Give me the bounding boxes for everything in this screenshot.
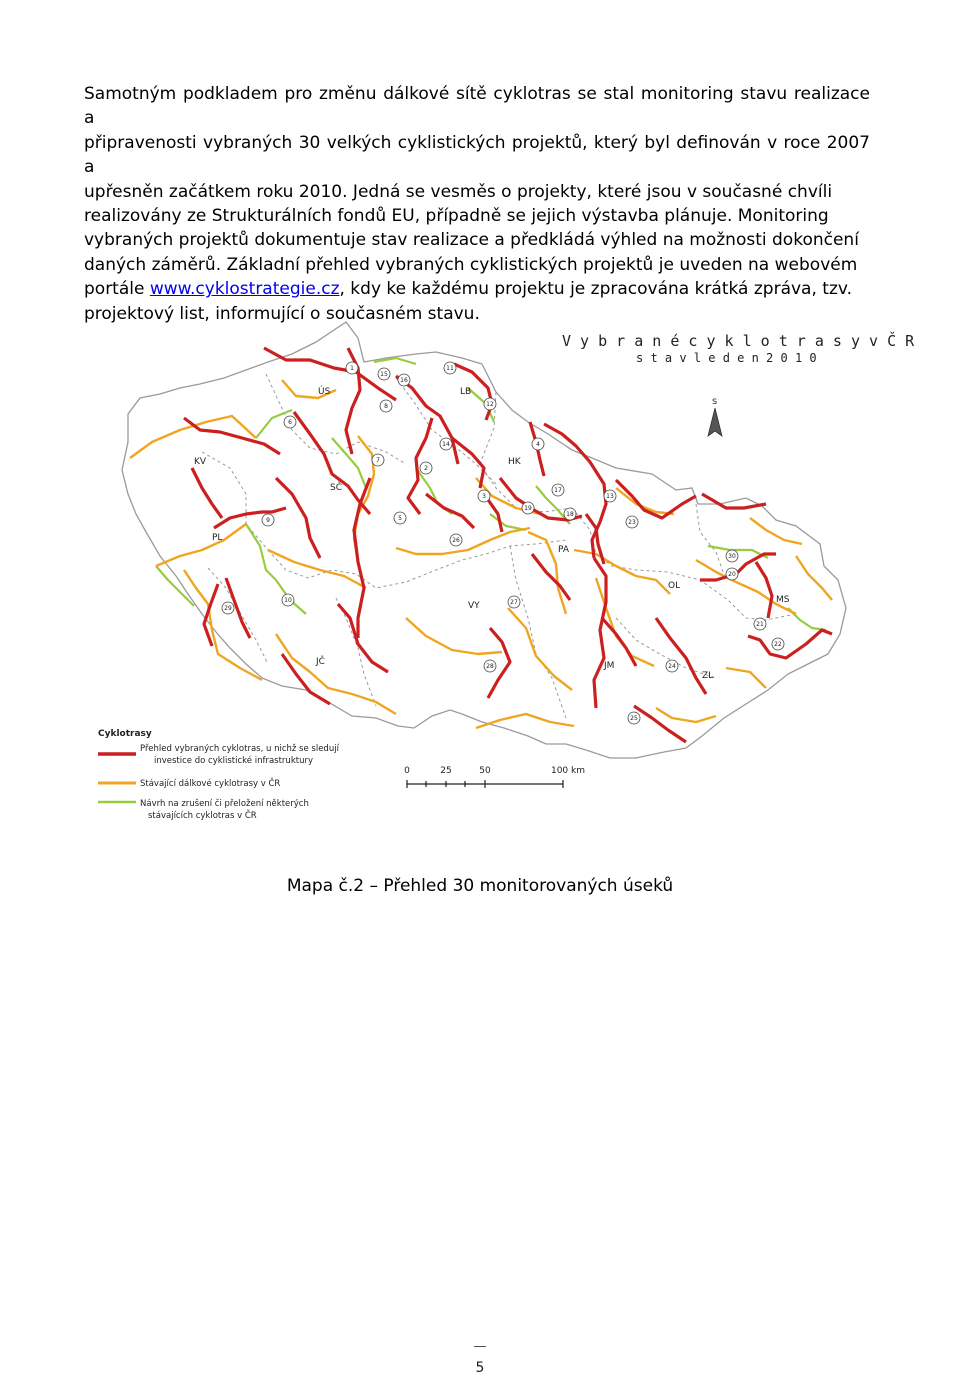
route-marker-label: 28 — [486, 663, 494, 670]
route-marker-label: 7 — [376, 457, 380, 464]
route-marker-8 — [380, 400, 392, 412]
route-marker-19 — [522, 502, 534, 514]
route-marker-label: 15 — [380, 371, 388, 378]
legend-label: Přehled vybraných cyklotras, u nichž se sledují — [140, 744, 339, 754]
region-label: KV — [194, 457, 207, 467]
route-marker-label: 29 — [224, 605, 232, 612]
route-marker-1 — [346, 362, 358, 374]
map-legend — [98, 729, 340, 821]
route-marker-label: 27 — [510, 599, 518, 606]
region-label: JM — [604, 661, 615, 671]
route-marker-label: 10 — [284, 597, 292, 604]
cyklostrategie-link[interactable]: www.cyklostrategie.cz — [149, 279, 340, 300]
route-marker-label: 20 — [728, 571, 736, 578]
scale-tick-label: 25 — [440, 766, 452, 776]
route-marker-6 — [284, 416, 296, 428]
route-marker-label: 3 — [482, 493, 486, 500]
region-labels — [194, 385, 790, 681]
route-marker-label: 21 — [756, 621, 764, 628]
region-label: LB — [460, 387, 472, 397]
north-arrow-icon — [708, 396, 722, 436]
cycle-routes-map — [96, 318, 915, 836]
legend-label: investice do cyklistické infrastruktury — [154, 756, 313, 766]
route-marker-10 — [282, 594, 294, 606]
route-marker-label: 19 — [524, 505, 532, 512]
route-marker-26 — [450, 534, 462, 546]
route-marker-12 — [484, 398, 496, 410]
route-marker-11 — [444, 362, 456, 374]
route-marker-label: 16 — [400, 377, 408, 384]
route-marker-label: 12 — [486, 401, 494, 408]
route-marker-9 — [262, 514, 274, 526]
region-label: ZL — [702, 671, 714, 681]
route-marker-label: 6 — [288, 419, 292, 426]
route-marker-5 — [394, 512, 406, 524]
route-marker-28 — [484, 660, 496, 672]
paragraph-line — [84, 277, 870, 301]
region-label: HK — [508, 457, 521, 467]
route-marker-7 — [372, 454, 384, 466]
route-marker-label: 22 — [774, 641, 782, 648]
paragraph-text: , kdy ke každému projektu je zpracována krátká zpráva, tzv. — [339, 279, 853, 300]
route-marker-label: 11 — [446, 365, 454, 372]
route-marker-21 — [754, 618, 766, 630]
scale-bar — [404, 766, 585, 788]
route-marker-3 — [478, 490, 490, 502]
map-subtitle: s t a v l e d e n 2 0 1 0 — [636, 351, 817, 365]
scale-tick-label: 100 km — [550, 766, 586, 776]
paragraph-line: realizovány ze Strukturálních fondů EU, případně se jejich výstavba plánuje. Monitoring — [84, 206, 829, 227]
route-marker-label: 24 — [668, 663, 676, 670]
route-marker-label: 25 — [630, 715, 638, 722]
route-marker-label: 4 — [536, 441, 540, 448]
route-marker-label: 1 — [350, 365, 354, 372]
route-marker-18 — [564, 508, 576, 520]
legend-label: stávajících cyklotras v ČR — [148, 811, 257, 821]
page-number: 5 — [475, 1360, 485, 1376]
paragraph-line: vybraných projektů dokumentuje stav realizace a předkládá výhled na možnosti dokončení — [84, 230, 859, 251]
map-caption: Mapa č.2 – Přehled 30 monitorovaných úseků — [286, 876, 674, 896]
route-marker-label: 23 — [628, 519, 636, 526]
route-marker-24 — [666, 660, 678, 672]
scale-tick-label: 0 — [404, 766, 410, 776]
region-label: PL — [212, 533, 223, 543]
route-marker-label: 2 — [424, 465, 428, 472]
paragraph-line: projektový list, informující o současném stavu. — [84, 303, 480, 324]
route-marker-2 — [420, 462, 432, 474]
route-marker-label: 17 — [554, 487, 562, 494]
legend-title: Cyklotrasy — [98, 729, 152, 739]
paragraph-line: upřesněn začátkem roku 2010. Jedná se vesměs o projekty, které jsou v současné chvíli — [84, 181, 833, 202]
region-label: ÚS — [318, 387, 331, 397]
route-marker-4 — [532, 438, 544, 450]
page-number-rule — [474, 1346, 486, 1347]
region-label: SČ — [330, 483, 342, 493]
country-outline — [122, 322, 846, 758]
region-label: PA — [558, 545, 570, 555]
route-marker-label: 5 — [398, 515, 402, 522]
route-marker-label: 26 — [452, 537, 460, 544]
route-marker-22 — [772, 638, 784, 650]
route-marker-label: 14 — [442, 441, 450, 448]
route-marker-15 — [378, 368, 390, 380]
region-label: JČ — [316, 657, 325, 667]
scale-tick-label: 50 — [479, 766, 491, 776]
paragraph-line: daných záměrů. Základní přehled vybraných cyklistických projektů je uveden na webovém — [84, 254, 858, 275]
map-title: V y b r a n é c y k l o t r a s y v Č R — [562, 332, 915, 350]
route-marker-label: 30 — [728, 553, 736, 560]
paragraph-line: připravenosti vybraných 30 velkých cyklistických projektů, který byl definován v roce 2007 a — [84, 132, 870, 178]
route-marker-16 — [398, 374, 410, 386]
route-marker-30 — [726, 550, 738, 562]
region-label: OL — [668, 581, 681, 591]
route-marker-14 — [440, 438, 452, 450]
route-marker-20 — [726, 568, 738, 580]
region-label: MS — [776, 595, 790, 605]
route-marker-label: 18 — [566, 511, 574, 518]
region-label: VY — [468, 601, 480, 611]
legend-label: Návrh na zrušení či přeložení některých — [140, 799, 309, 809]
map-svg — [96, 318, 915, 836]
route-marker-17 — [552, 484, 564, 496]
route-marker-23 — [626, 516, 638, 528]
route-marker-label: 13 — [606, 493, 614, 500]
route-marker-27 — [508, 596, 520, 608]
north-label: s — [712, 396, 718, 407]
paragraph-text: portále — [84, 279, 150, 300]
route-marker-13 — [604, 490, 616, 502]
route-marker-label: 9 — [266, 517, 270, 524]
intro-paragraph — [84, 82, 870, 326]
paragraph-line: Samotným podkladem pro změnu dálkové sítě cyklotras se stal monitoring stavu realizace a — [84, 84, 870, 129]
legend-label: Stávající dálkové cyklotrasy v ČR — [140, 779, 281, 789]
route-marker-25 — [628, 712, 640, 724]
route-marker-label: 8 — [384, 403, 388, 410]
route-marker-29 — [222, 602, 234, 614]
